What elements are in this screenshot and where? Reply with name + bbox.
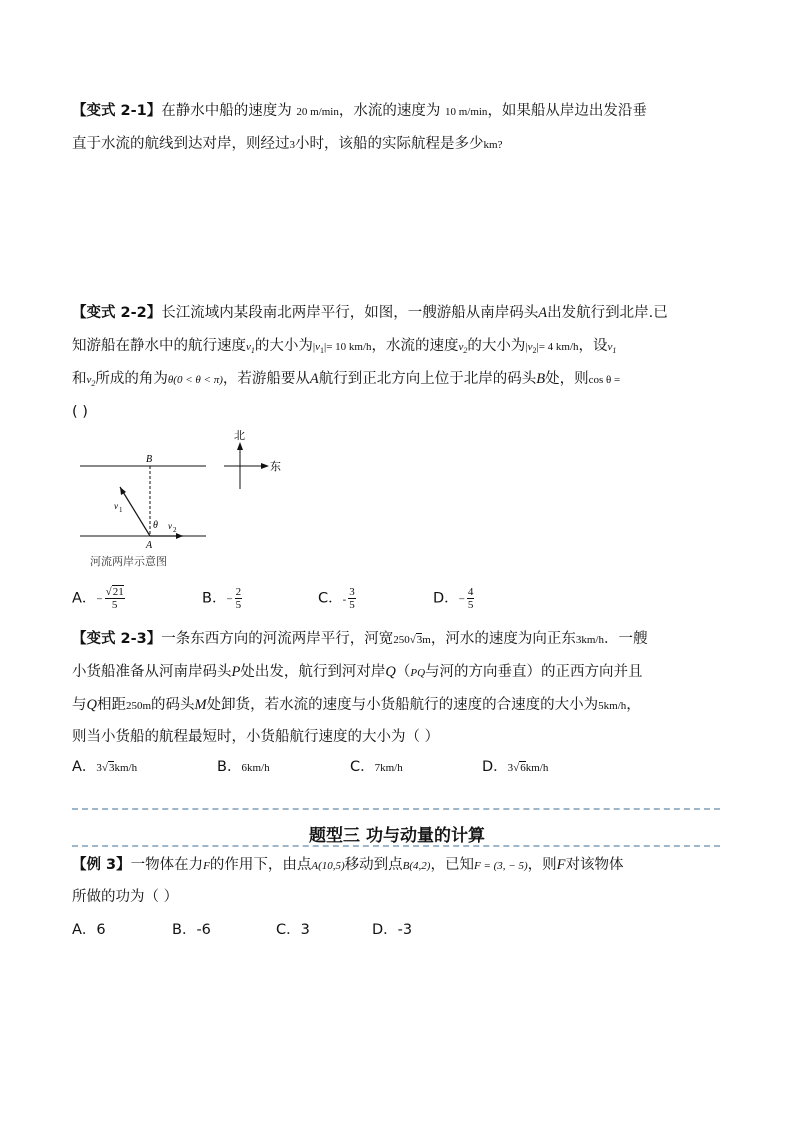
label-east: 东 [270, 460, 281, 473]
label-A: A [146, 540, 153, 551]
label-theta: θ [153, 520, 158, 531]
v22-line2: 知游船在静水中的航行速度$v_1$的大小为$|v_1|= 10$ km/h，水流的速度$v_2$的大小为$|v_2|= 4$ km/h，设$v_1$ [72, 338, 617, 356]
boat-speed: 20 m/min [296, 106, 339, 118]
v21-tag: 【变式 2-1】 [72, 103, 162, 119]
v22-line3: 和$v_2$所成的角为θ(0 < θ < π)，若游船要从A航行到正北方向上位于北岸的码头B处，则cos θ = [72, 371, 621, 389]
v23-option-a: A．3√3km/h [72, 759, 138, 775]
v23-line2: 小货船准备从河南岸码头P处出发，航行到河对岸Q（PQ与河的方向垂直）的正西方向并且 [72, 664, 643, 680]
svg-text:2: 2 [173, 526, 177, 534]
svg-text:1: 1 [119, 506, 123, 514]
label-north: 北 [234, 429, 245, 442]
label-B: B [146, 454, 153, 465]
compass-north-arrowhead [237, 442, 243, 450]
ex3-line2: 所做的功为（ ） [72, 889, 179, 905]
v23-line3: 与Q相距250m的码头M处卸货，若水流的速度与小货船航行的速度的合速度的大小为5km/h， [72, 697, 641, 713]
v23-tag: 【变式 2-3】 [72, 631, 162, 647]
ex3-line1: 【例 3】一物体在力F的作用下，由点A(10,5)移动到点B(4,2)，已知F = (3, − 5)，则F对该物体 [72, 857, 624, 873]
ex3-option-d: D．-3 [372, 922, 413, 938]
label-v1: v [114, 501, 118, 511]
v23-option-c: C．7km/h [350, 759, 403, 775]
v23-option-b: B．6km/h [217, 759, 270, 775]
v21-line1: 【变式 2-1】在静水中船的速度为 20 m/min，水流的速度为 10 m/min，如果船从岸边出发沿垂 [72, 103, 647, 119]
ex3-option-c: C．3 [276, 922, 310, 938]
v22-line1: 【变式 2-2】长江流域内某段南北两岸平行，如图，一艘游船从南岸码头A出发航行到北岸.已 [72, 305, 668, 321]
compass-east-arrowhead [261, 463, 269, 469]
v2-arrowhead [176, 533, 183, 539]
v2-symbol: $v_2$ [458, 341, 468, 356]
ex3-option-b: B．-6 [172, 922, 211, 938]
v1-symbol: $v_1$ [246, 341, 255, 356]
river-diagram [80, 425, 290, 575]
v1-arrowhead [120, 487, 126, 495]
v23-line1: 【变式 2-3】一条东西方向的河流两岸平行，河宽250√3m，河水的速度为向正东3km/h．一艘 [72, 631, 648, 647]
v22-option-a: A．− $\frac{√21}{5}$ [72, 586, 124, 611]
section-divider-top [72, 808, 720, 810]
ex3-tag: 【例 3】 [72, 857, 131, 873]
v22-option-d: D．− $\frac{4}{5}$ [433, 586, 474, 611]
v22-tag: 【变式 2-2】 [72, 305, 162, 321]
v1-arrow [120, 487, 150, 536]
label-v2: v [168, 521, 172, 531]
v23-line4: 则当小货船的航程最短时，小货船航行速度的大小为（ ） [72, 729, 440, 745]
v23-option-d: D．3√6km/h [482, 759, 549, 775]
v22-option-b: B．− $\frac{2}{5}$ [202, 586, 242, 611]
figure-caption: 河流两岸示意图 [90, 555, 167, 568]
v22-option-c: C．- $\frac{3}{5}$ [318, 586, 355, 611]
section-heading: 题型三 功与动量的计算 [309, 826, 485, 846]
section-divider-bottom [72, 845, 720, 847]
water-speed: 10 m/min [444, 106, 488, 118]
v22-paren: ( ) [72, 404, 88, 420]
ex3-option-a: A．6 [72, 922, 106, 938]
v21-line2: 直于水流的航线到达对岸，则经过3小时，该船的实际航程是多少km? [72, 136, 503, 152]
